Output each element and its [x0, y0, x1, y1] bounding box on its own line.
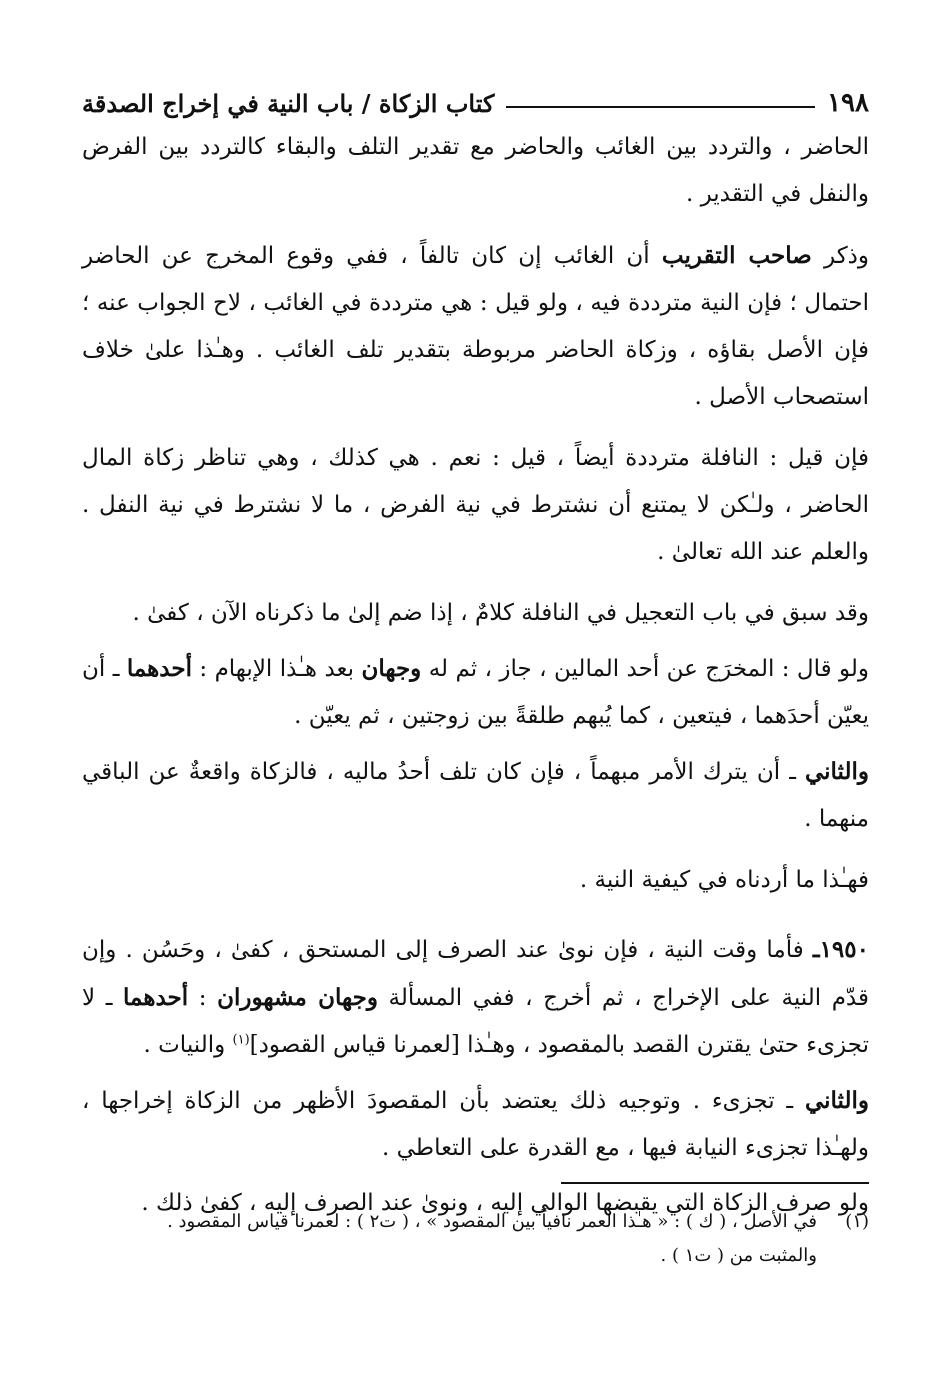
paragraph-8 [82, 926, 869, 1069]
paragraph-9-bold-second: والثاني [804, 1087, 869, 1114]
page-number: ١٩٨ [827, 88, 869, 118]
paragraph-5 [82, 645, 869, 740]
running-title: كتاب الزكاة / باب النية في إخراج الصدقة [82, 89, 495, 118]
paragraph-8-tail: والنيات . [143, 1032, 226, 1058]
paragraph-5-bold-first: أحدهما [126, 655, 192, 682]
footnote-reference[interactable]: (١) [232, 1032, 250, 1048]
paragraph-4 [82, 590, 869, 637]
footnotes [82, 1205, 869, 1273]
paragraph-8-colon: : [198, 985, 207, 1011]
paragraph-6 [82, 748, 869, 843]
paragraph-4-text: وقد سبق في باب التعجيل في النافلة كلامٌ ، إذا ضم إلىٰ ما ذكرناه الآن ، كفىٰ . [132, 600, 869, 626]
page-header [82, 78, 869, 118]
paragraph-3 [82, 435, 869, 576]
paragraph-7-text: فهـٰذا ما أردناه في كيفية النية . [579, 867, 869, 893]
paragraph-8-lead: فأما وقت النية ، فإن نوىٰ عند الصرف إلى المستحق ، كفىٰ ، وحَسُن . وإن قدّم النية على الإخراج ، ثم أخرج ، ففي المسألة [82, 937, 869, 1011]
paragraph-7 [82, 857, 869, 904]
paragraph-2-author: صاحب التقريب [661, 242, 812, 269]
paragraph-8-bold-first: أحدهما [123, 984, 189, 1011]
paragraph-6-text: ـ أن يترك الأمر مبهماً ، فإن كان تلف أحدُ ماليه ، فالزكاة واقعةٌ عن الباقي منهما . [82, 759, 869, 832]
section-number: ١٩٥٠ـ [812, 936, 869, 963]
paragraph-2-text: أن الغائب إن كان تالفاً ، ففي وقوع المخرج عن الحاضر احتمال ؛ فإن النية مترددة فيه ، ولو قيل : هي مترددة في الغائب ، لاح الجواب عنه ؛ فإن الأصل بقاؤه ، وزكاة الحاضر مربوطة بتقدير تلف الغائب . وهـٰذا علىٰ خلاف استصحاب الأصل . [82, 243, 869, 410]
footnote-1-line-2: والمثبت من ( ت١ ) . [660, 1245, 817, 1266]
footnote-separator [561, 1182, 869, 1184]
footnote-1-line-1: في الأصل ، ( ك ) : « هـٰذا العمر نافياً بين المقصود » ، ( ت٢ ) : لعمرنا قياس المقصود . [167, 1211, 817, 1232]
paragraph-1 [82, 124, 869, 218]
footnote-marker: (١) [845, 1211, 869, 1232]
paragraph-5-mid: بعد هـٰذا الإبهام : [199, 656, 355, 682]
paragraph-2-lead: وذكر [824, 243, 869, 269]
paragraph-2 [82, 232, 869, 421]
footnote-1-body [167, 1205, 817, 1273]
paragraph-6-bold-second: والثاني [804, 758, 869, 785]
paragraph-5-lead: ولو قال : المخرَج عن أحد المالين ، جاز ، ثم له [428, 656, 870, 682]
paragraph-3-text: فإن قيل : النافلة مترددة أيضاً ، قيل : نعم . هي كذلك ، وهي تناظر زكاة المال الحاضر ، ولـٰكن لا يمتنع أن نشترط في نية الفرض ، ما لا نشترط في نية النفل . والعلم عند الله تعالىٰ . [82, 445, 869, 565]
paragraph-5-bold-wajhan: وجهان [361, 655, 422, 682]
paragraph-8-text: ـ لا تجزىء حتىٰ يقترن القصد بالمقصود ، وهـٰذا [لعمرنا قياس القصود] [82, 985, 869, 1058]
paragraph-8-bold-wajhan: وجهان مشهوران [217, 984, 378, 1011]
paragraph-9 [82, 1077, 869, 1172]
paragraph-1-text: الحاضر ، والتردد بين الغائب والحاضر مع تقدير التلف والبقاء كالتردد بين الفرض والنفل في التقدير . [82, 134, 869, 207]
paragraph-5-tail: ـ أن يعيّن أحدَهما ، فيتعين ، كما يُبهم طلقةً بين زوجتين ، ثم يعيّن . [82, 656, 869, 729]
header-rule [506, 106, 815, 108]
paragraph-9-text: ـ تجزىء . وتوجيه ذلك يعتضد بأن المقصودَ الأظهر من الزكاة إخراجها ، ولهـٰذا تجزىء النيابة فيها ، مع القدرة على التعاطي . [82, 1088, 869, 1161]
body-text [82, 124, 869, 1227]
footnote-1 [82, 1205, 869, 1273]
paragraph-10-text: ولو صرف الزكاة التي يقبضها الوالي إليه ، ونوىٰ عند الصرف إليه ، كفىٰ ذلك . [141, 1190, 869, 1216]
